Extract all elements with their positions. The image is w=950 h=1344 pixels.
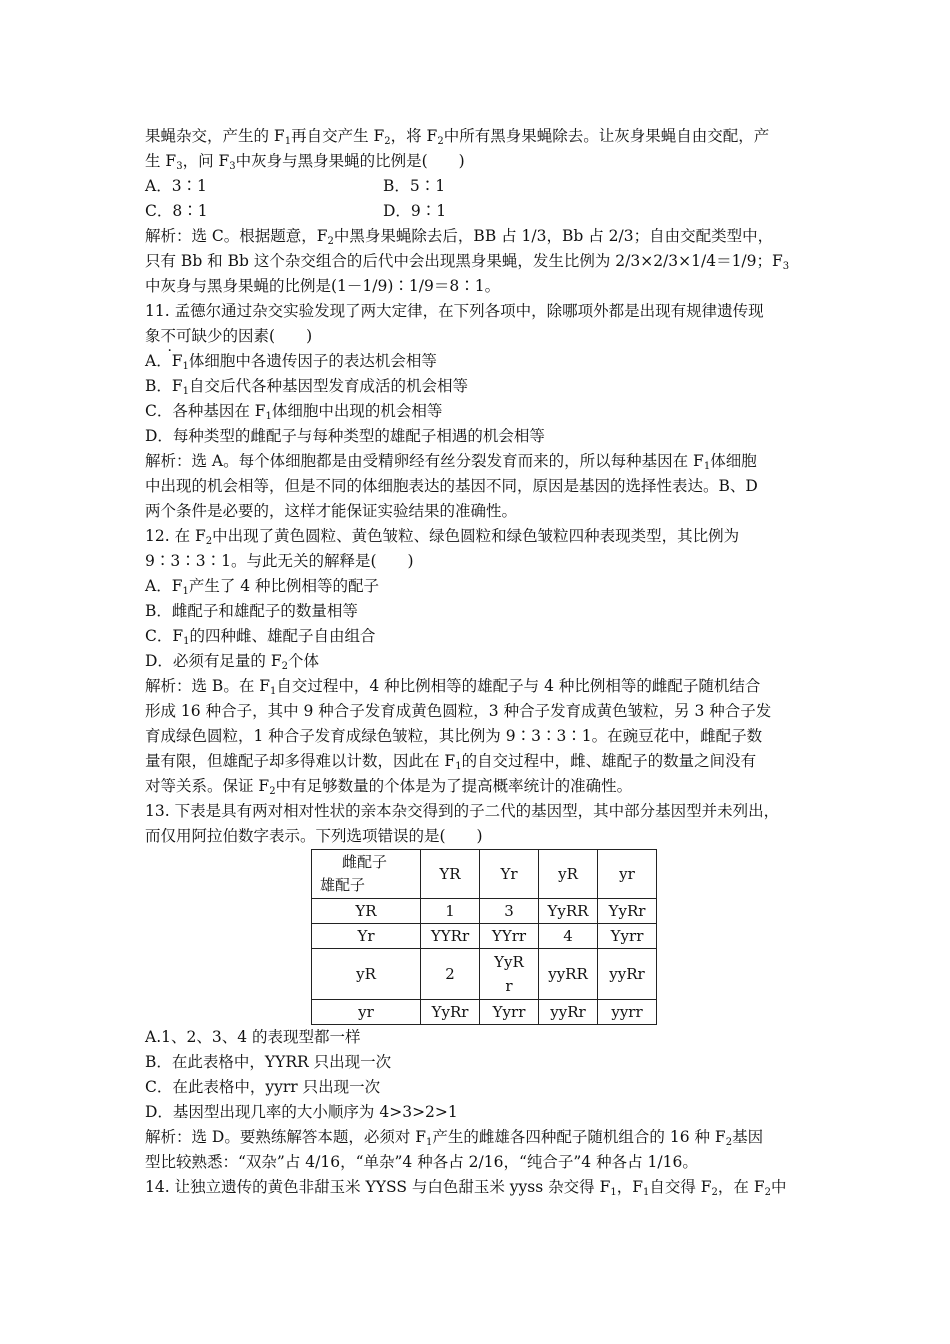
text-line — [145, 674, 815, 699]
text-segment: 中灰身与黑身果蝇的比例是(1－1/9)∶1/9＝8∶1。 — [145, 277, 501, 295]
table-cell: yyRR — [539, 949, 598, 1000]
text-segment: 型比较熟悉：“双杂”占 4/16，“单杂”4 种各占 2/16，“纯合子”4 种各占 1/16。 — [145, 1153, 698, 1171]
text-segment: A．F — [145, 577, 183, 595]
text-segment: 中出现了黄色圆粒、黄色皱粒、绿色圆粒和绿色皱粒四种表现类型，其比例为 — [212, 527, 740, 545]
text-segment: 体细胞中各遗传因子的表达机会相等 — [188, 352, 437, 370]
q10-options-row-2 — [145, 199, 815, 224]
text-line — [145, 149, 815, 174]
table-cell: 4 — [539, 924, 598, 949]
text-segment: ，F — [616, 1178, 643, 1196]
col-header: yR — [539, 850, 598, 899]
text-segment: A．F — [145, 352, 183, 370]
q10-options-row-1 — [145, 174, 815, 199]
text-segment: D．基因型出现几率的大小顺序为 4>3>2>1 — [145, 1103, 458, 1121]
text-line — [145, 249, 815, 274]
text-segment: D．必须有足量的 F — [145, 652, 282, 670]
table-cell: 2 — [421, 949, 480, 1000]
text-line — [145, 599, 815, 624]
subscript: 1 — [455, 761, 462, 772]
text-segment: C．各种基因在 F — [145, 402, 266, 420]
row-header: yr — [312, 1000, 421, 1025]
text-segment: B．在此表格中，YYRR 只出现一次 — [145, 1053, 392, 1071]
table-cell: yyRr — [598, 949, 657, 1000]
subscript: 1 — [183, 636, 190, 647]
table-cell: yyrr — [598, 1000, 657, 1025]
row-header: Yr — [312, 924, 421, 949]
text-line — [145, 374, 815, 399]
text-segment: C．F — [145, 627, 184, 645]
subscript: 1 — [426, 1137, 433, 1148]
text-line — [145, 274, 815, 299]
table-cell: YyRr — [598, 899, 657, 924]
text-line — [145, 824, 815, 849]
text-line — [145, 699, 815, 724]
text-segment: 两个条件是必要的，这样才能保证实验结果的准确性。 — [145, 502, 518, 520]
genotype-table — [311, 849, 657, 1025]
subscript: 2 — [437, 136, 444, 147]
text-segment: 解析：选 A。每个体细胞都是由受精卵经有丝分裂发育而来的，所以每种基因在 F — [145, 452, 704, 470]
q11-stem-line-2 — [145, 324, 815, 349]
text-segment: 解析：选 C。根据题意，F — [145, 227, 328, 245]
subscript: 1 — [642, 1187, 650, 1198]
text-segment: 形成 16 种合子，其中 9 种合子发育成黄色圆粒，3 种合子发育成黄色皱粒，另 3 种合子发 — [145, 702, 772, 720]
text-segment: A.1、2、3、4 的表现型都一样 — [145, 1028, 361, 1046]
text-segment: 自交过程中，4 种比例相等的雄配子与 4 种比例相等的雌配子随机结合 — [276, 677, 761, 695]
text-segment: 中所有黑身果蝇除去。让灰身果蝇自由交配，产 — [443, 127, 770, 145]
text-line — [145, 1050, 815, 1075]
q11-q13-content — [145, 349, 815, 849]
text-segment: 量有限，但雄配子却多得难以计数，因此在 F — [145, 752, 456, 770]
text-segment: 中有足够数量的个体是为了提高概率统计的准确性。 — [275, 777, 633, 795]
corner-female-label: 雌配子 — [342, 853, 388, 871]
text-segment: C．在此表格中，yyrr 只出现一次 — [145, 1078, 381, 1096]
text-line — [145, 424, 815, 449]
text-segment: B．F — [145, 377, 183, 395]
row-header: YR — [312, 899, 421, 924]
text-segment: ，将 F — [390, 127, 438, 145]
col-header: yr — [598, 850, 657, 899]
table-corner-cell — [312, 850, 421, 899]
text-line — [145, 499, 815, 524]
text-segment: ，在 F — [717, 1178, 765, 1196]
text-line — [145, 524, 815, 549]
q11-text-before: 象 — [145, 327, 161, 345]
document-body — [145, 124, 815, 1200]
table-cell: YyRr — [421, 1000, 480, 1025]
text-segment: 产生了 4 种比例相等的配子 — [188, 577, 380, 595]
text-line — [145, 399, 815, 424]
q10-option-b[interactable]: B．5∶1 — [383, 177, 446, 195]
text-line — [145, 724, 815, 749]
q10-analysis-and-q11 — [145, 224, 815, 324]
subscript: 3 — [176, 161, 183, 172]
text-segment: 的自交过程中，雌、雄配子的数量之间没有 — [461, 752, 757, 770]
text-line — [145, 1100, 815, 1125]
table-cell: 3 — [480, 899, 539, 924]
q10-option-d[interactable]: D．9∶1 — [383, 202, 447, 220]
text-segment: D．每种类型的雌配子与每种类型的雄配子相遇的机会相等 — [145, 427, 545, 445]
text-segment: 的四种雌、雄配子自由组合 — [189, 627, 376, 645]
q11-emphasis-char: 不 — [160, 327, 177, 345]
subscript: 2 — [725, 1137, 733, 1148]
subscript: 2 — [269, 786, 276, 797]
text-segment: 只有 Bb 和 Bb 这个杂交组合的后代中会出现黑身果蝇，发生比例为 2/3×2/3×1/4＝1/9；F — [145, 252, 783, 270]
text-line — [145, 549, 815, 574]
text-line — [145, 349, 815, 374]
corner-male-label: 雄配子 — [320, 876, 366, 894]
table-cell: YyR r — [480, 949, 539, 1000]
subscript: 2 — [384, 136, 391, 147]
text-line — [145, 474, 815, 499]
table-cell: Yyrr — [598, 924, 657, 949]
table-cell: Yyrr — [480, 1000, 539, 1025]
table-cell: YyRR — [539, 899, 598, 924]
text-line — [145, 1150, 815, 1175]
subscript: 1 — [182, 386, 190, 397]
text-segment: 体细胞 — [710, 452, 757, 470]
text-segment: 9∶3∶3∶1。与此无关的解释是( ) — [145, 552, 414, 570]
text-segment: 13. 下表是具有两对相对性状的亲本杂交得到的子二代的基因型，其中部分基因型并未列出， — [145, 802, 780, 820]
text-line — [145, 574, 815, 599]
q10-option-c[interactable]: C．8∶1 — [145, 202, 208, 220]
text-segment: 14. 让独立遗传的黄色非甜玉米 YYSS 与白色甜玉米 yyss 杂交得 F — [145, 1178, 611, 1196]
text-segment: 12. 在 F — [145, 527, 206, 545]
text-line — [145, 299, 815, 324]
text-segment: 产生的雌雄各四种配子随机组合的 16 种 F — [432, 1128, 726, 1146]
text-segment: 再自交产生 F — [291, 127, 385, 145]
text-line — [145, 1025, 815, 1050]
subscript: 1 — [610, 1187, 617, 1198]
text-segment: 中出现的机会相等，但是不同的体细胞表达的基因不同，原因是基因的选择性表达。B、D — [145, 477, 758, 495]
q13-options-and-q14 — [145, 1025, 815, 1200]
text-segment: 个体 — [288, 652, 320, 670]
text-segment: 中 — [770, 1178, 787, 1196]
subscript: 3 — [782, 261, 790, 272]
text-line — [145, 649, 815, 674]
text-segment: 基因 — [732, 1128, 764, 1146]
text-line — [145, 774, 815, 799]
q11-text-after: 可缺少的因素( ) — [176, 327, 313, 345]
text-segment: 对等关系。保证 F — [145, 777, 270, 795]
col-header: YR — [421, 850, 480, 899]
text-segment: 生 F — [145, 152, 177, 170]
text-segment: 自交后代各种基因型发育成活的机会相等 — [189, 377, 469, 395]
table-cell: YYRr — [421, 924, 480, 949]
table-cell: YYrr — [480, 924, 539, 949]
text-line — [145, 224, 815, 249]
subscript: 2 — [281, 661, 288, 672]
table-cell: yyRr — [539, 1000, 598, 1025]
subscript: 1 — [270, 686, 277, 697]
text-segment: 果蝇杂交，产生的 F — [145, 127, 285, 145]
subscript: 1 — [703, 461, 711, 472]
text-line — [145, 1075, 815, 1100]
table-cell: 1 — [421, 899, 480, 924]
col-header: Yr — [480, 850, 539, 899]
text-segment: 解析：选 B。在 F — [145, 677, 270, 695]
text-segment: 中黑身果蝇除去后，BB 占 1/3，Bb 占 2/3；自由交配类型中， — [333, 227, 774, 245]
text-line — [145, 449, 815, 474]
text-line — [145, 1175, 815, 1200]
text-line — [145, 749, 815, 774]
subscript: 3 — [229, 161, 236, 172]
text-line — [145, 1125, 815, 1150]
subscript: 2 — [205, 536, 213, 547]
text-segment: B．雌配子和雄配子的数量相等 — [145, 602, 358, 620]
q10-option-a[interactable]: A．3∶1 — [145, 177, 207, 195]
text-segment: 育成绿色圆粒，1 种合子发育成绿色皱粒，其比例为 9∶3∶3∶1。在豌豆花中，雌配子数 — [145, 727, 763, 745]
question-10-stem — [145, 124, 815, 174]
text-segment: 11. 孟德尔通过杂交实验发现了两大定律，在下列各项中，除哪项外都是出现有规律遗传现 — [145, 302, 764, 320]
subscript: 1 — [182, 361, 189, 372]
subscript: 2 — [764, 1187, 771, 1198]
text-segment: 解析：选 D。要熟练解答本题，必须对 F — [145, 1128, 427, 1146]
text-segment: ，问 F — [182, 152, 230, 170]
text-line — [145, 799, 815, 824]
subscript: 2 — [327, 236, 334, 247]
subscript: 1 — [182, 586, 189, 597]
text-line — [145, 624, 815, 649]
text-line — [145, 124, 815, 149]
text-segment: 而仅用阿拉伯数字表示。下列选项错误的是( ) — [145, 827, 483, 845]
subscript: 1 — [265, 411, 272, 422]
text-segment: 自交得 F — [649, 1178, 712, 1196]
row-header: yR — [312, 949, 421, 1000]
subscript: 2 — [711, 1187, 718, 1198]
text-segment: 体细胞中出现的机会相等 — [271, 402, 443, 420]
text-segment: 中灰身与黑身果蝇的比例是( ) — [235, 152, 465, 170]
subscript: 1 — [284, 136, 292, 147]
